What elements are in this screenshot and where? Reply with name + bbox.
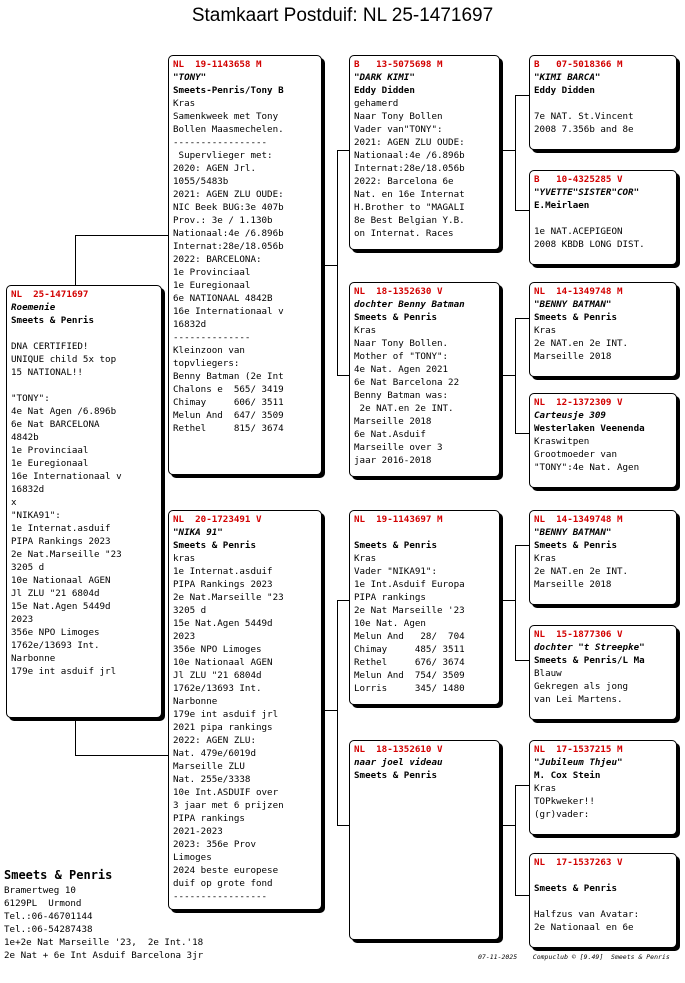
pigeon-name [354, 526, 496, 539]
pigeon-owner: Smeets-Penris/Tony B [173, 85, 284, 96]
note-line: Samenkweek met Tony [173, 111, 279, 122]
connector [515, 545, 529, 546]
note-line: Vader van"TONY": [354, 124, 443, 135]
connector [515, 433, 529, 434]
note-line: 4e Nat Agen /6.896b [11, 406, 117, 417]
pigeon-name: "TONY" [173, 72, 207, 83]
note-line: Marseille 2018 [534, 579, 612, 590]
pigeon-notes [534, 212, 673, 251]
note-line: 179e int asduif jrl [11, 666, 117, 677]
note-line: 2e Nat Marseille '23 [354, 605, 465, 616]
note-line: duif op grote fond [173, 878, 273, 889]
note-line: van Lei Martens. [534, 694, 623, 705]
pedigree-card-fmf[interactable] [529, 282, 677, 377]
note-line: on Internat. Races [354, 228, 454, 239]
note-line: topvliegers: [173, 358, 240, 369]
note-line: 7e NAT. St.Vincent [534, 111, 634, 122]
note-line: Kras [534, 783, 557, 794]
note-line: 15e Nat.Agen 5449d [11, 601, 111, 612]
note-line: 2022: AGEN ZLU: [173, 735, 256, 746]
note-line: Naar Tony Bollen. [354, 338, 449, 349]
note-line: 2e Nat + 6e Int Asduif Barcelona 3jr [4, 950, 204, 961]
note-line: 1e+2e Nat Marseille '23, 2e Int.'18 [4, 937, 204, 948]
pigeon-id: NL 25-1471697 [11, 289, 89, 300]
pedigree-card-ff[interactable] [349, 55, 500, 250]
note-line: Kleinzoon van [173, 345, 245, 356]
note-line: 2024 beste europese [173, 865, 279, 876]
pigeon-owner: Smeets & Penris/L Ma [534, 655, 645, 666]
note-line: 1e Int.Asduif Europa [354, 579, 465, 590]
note-line [11, 379, 158, 392]
pedigree-card-mfm[interactable] [529, 625, 677, 720]
note-line: 1e Euregionaal [11, 458, 89, 469]
pigeon-notes [534, 97, 673, 136]
pigeon-id: B 10-4325285 V [534, 174, 623, 185]
pigeon-owner: Eddy Didden [534, 85, 595, 96]
note-line: 16e Internationaal v [173, 306, 284, 317]
note-line: "TONY":4e Nat. Agen [534, 462, 640, 473]
note-line: 356e NPO Limoges [11, 627, 100, 638]
note-line: Rethel 676/ 3674 [354, 657, 465, 668]
pigeon-id: NL 14-1349748 M [534, 286, 623, 297]
pedigree-card-mff[interactable] [529, 510, 677, 605]
connector [515, 318, 516, 433]
connector [515, 210, 529, 211]
note-line: kras [173, 553, 196, 564]
pigeon-name: "BENNY BATMAN" [534, 527, 612, 538]
connector [515, 895, 529, 896]
pigeon-name: "BENNY BATMAN" [534, 299, 612, 310]
note-line: 1e Euregionaal [173, 280, 251, 291]
note-line: PIPA Rankings 2023 [11, 536, 111, 547]
connector [515, 95, 529, 96]
pigeon-notes [534, 324, 673, 363]
note-line: 2e Nationaal en 6e [534, 922, 634, 933]
note-line: 16832d [173, 319, 207, 330]
note-line: 2008 7.356b and 8e [534, 124, 634, 135]
pigeon-id: NL 17-1537263 V [534, 857, 623, 868]
note-line: Bollen Maasmechelen. [173, 124, 284, 135]
note-line: Kras [534, 553, 557, 564]
note-line: 1e NAT.ACEPIGEON [534, 226, 623, 237]
pigeon-notes [11, 327, 158, 678]
note-line: Narbonne [173, 696, 218, 707]
note-line: 6e Nat BARCELONA [11, 419, 100, 430]
note-line: Kras [354, 553, 377, 564]
note-line: Nationaal:4e /6.896b [354, 150, 465, 161]
connector [75, 235, 76, 285]
note-line: TOPkweker!! [534, 796, 595, 807]
pigeon-name [534, 869, 673, 882]
note-line: 2e Nat.Marseille "23 [11, 549, 122, 560]
pigeon-notes [173, 97, 318, 435]
note-line: Gekregen als jong [534, 681, 629, 692]
connector [515, 545, 516, 660]
note-line: Mother of "TONY": [354, 351, 449, 362]
pigeon-name: "DARK KIMI" [354, 72, 415, 83]
pigeon-owner: Smeets & Penris [534, 540, 617, 551]
note-line: Internat:28e/18.056b [173, 241, 284, 252]
note-line [534, 97, 673, 110]
pigeon-name: "NIKA 91" [173, 527, 223, 538]
note-line: ----------------- [173, 891, 268, 902]
connector [515, 785, 529, 786]
note-line: Kras [534, 325, 557, 336]
note-line: Marseille ZLU [173, 761, 245, 772]
note-line: Kras [173, 98, 196, 109]
note-line: 15e Nat.Agen 5449d [173, 618, 273, 629]
pedigree-card-subject[interactable] [6, 285, 162, 718]
note-line: Lorris 345/ 1480 [354, 683, 465, 694]
pigeon-name: dochter Benny Batman [354, 299, 465, 310]
connector [337, 150, 338, 375]
note-line: 4842b [11, 432, 39, 443]
pigeon-name: "Jubileum Thjeu" [534, 757, 623, 768]
note-line: 1055/5483b [173, 176, 229, 187]
page-title: Stamkaart Postduif: NL 25-1471697 [191, 5, 494, 26]
pigeon-owner: Smeets & Penris [354, 540, 437, 551]
pigeon-name: "YVETTE"SISTER"COR" [534, 187, 640, 198]
note-line: "NIKA91": [11, 510, 61, 521]
connector [515, 95, 516, 210]
pedigree-card-mmf[interactable] [529, 740, 677, 835]
connector [337, 375, 349, 376]
note-line: 2021: AGEN ZLU OUDE: [173, 189, 284, 200]
note-line: Nat. 255e/3338 [173, 774, 251, 785]
connector [515, 318, 529, 319]
note-line: Melun And 647/ 3509 [173, 410, 284, 421]
note-line: 1762e/13693 Int. [173, 683, 262, 694]
pigeon-notes [534, 895, 673, 934]
pigeon-name: Roemenie [11, 302, 56, 313]
connector [500, 375, 515, 376]
note-line: Nat. 479e/6019d [173, 748, 256, 759]
pigeon-id: NL 19-1143697 M [354, 514, 443, 525]
note-line: x [11, 497, 17, 508]
note-line: Nationaal:4e /6.896b [173, 228, 284, 239]
note-line: Chimay 606/ 3511 [173, 397, 284, 408]
note-line: -------------- [173, 332, 251, 343]
note-line: 2021-2023 [173, 826, 223, 837]
note-line: Blauw [534, 668, 562, 679]
note-line: Kras [354, 325, 377, 336]
note-line: Narbonne [11, 653, 56, 664]
note-line: 2022: Barcelona 6e [354, 176, 454, 187]
note-line: Rethel 815/ 3674 [173, 423, 284, 434]
breeder-details [4, 884, 203, 962]
connector [322, 710, 337, 711]
pigeon-owner: Smeets & Penris [534, 883, 617, 894]
connector [500, 825, 515, 826]
note-line: Nat. en 16e Internat [354, 189, 465, 200]
connector [75, 235, 168, 236]
connector [500, 150, 515, 151]
pigeon-owner: Westerlaken Veenenda [534, 423, 645, 434]
pigeon-id: NL 14-1349748 M [534, 514, 623, 525]
note-line [534, 895, 673, 908]
pigeon-owner: Smeets & Penris [173, 540, 256, 551]
note-line: "TONY": [11, 393, 50, 404]
note-line: Benny Batman (2e Int [173, 371, 284, 382]
note-line: Melun And 754/ 3509 [354, 670, 465, 681]
pedigree-card-ffm[interactable] [529, 170, 677, 265]
note-line: Chimay 485/ 3511 [354, 644, 465, 655]
pedigree-card-fm[interactable] [349, 282, 500, 477]
pigeon-notes [534, 552, 673, 591]
pigeon-notes [534, 782, 673, 821]
connector [337, 600, 338, 825]
note-line: 6e Nat.Asduif [354, 429, 426, 440]
note-line: NIC Beek BUG:3e 407b [173, 202, 284, 213]
note-line: Jl ZLU "21 6804d [11, 588, 100, 599]
note-line: H.Brother to "MAGALI [354, 202, 465, 213]
pigeon-name: Carteusje 309 [534, 410, 606, 421]
note-line [11, 327, 158, 340]
pigeon-id: NL 12-1372309 V [534, 397, 623, 408]
breeder-name: Smeets & Penris [4, 868, 113, 882]
note-line: Tel.:06-46701144 [4, 911, 93, 922]
note-line: Tel.:06-54287438 [4, 924, 93, 935]
note-line: 3205 d [11, 562, 45, 573]
connector [337, 825, 349, 826]
note-line: 2e NAT.en 2e INT. [534, 338, 629, 349]
note-line: 179e int asduif jrl [173, 709, 279, 720]
pigeon-id: B 07-5018366 M [534, 59, 623, 70]
note-line: 10e Nationaal AGEN [173, 657, 273, 668]
pedigree-card-father[interactable] [168, 55, 322, 475]
note-line: Grootmoeder van [534, 449, 617, 460]
pedigree-card-mf[interactable] [349, 510, 500, 705]
note-line: Marseille 2018 [534, 351, 612, 362]
note-line: Prov.: 3e / 1.130b [173, 215, 273, 226]
pigeon-id: NL 18-1352630 V [354, 286, 443, 297]
note-line: 2021: AGEN ZLU OUDE: [354, 137, 465, 148]
pigeon-id: NL 15-1877306 V [534, 629, 623, 640]
note-line: PIPA rankings [354, 592, 426, 603]
note-line: gehamerd [354, 98, 399, 109]
note-line: 1e Internat.asduif [11, 523, 111, 534]
connector [337, 600, 349, 601]
note-line: Supervlieger met: [173, 150, 273, 161]
pigeon-name: naar joel videau [354, 757, 443, 768]
note-line: Vader "NIKA91": [354, 566, 437, 577]
note-line: 6e Nat Barcelona 22 [354, 377, 460, 388]
note-line: jaar 2016-2018 [354, 455, 432, 466]
connector [337, 150, 349, 151]
connector [515, 660, 529, 661]
pedigree-card-mm[interactable] [349, 740, 500, 940]
note-line: 6129PL Urmond [4, 898, 82, 909]
print-stamp: 07-11-2025 Compuclub © [9.49] Smeets & Penris [478, 953, 670, 961]
pigeon-name: dochter "t Streepke" [534, 642, 645, 653]
pigeon-notes [534, 667, 673, 706]
pigeon-id: NL 17-1537215 M [534, 744, 623, 755]
note-line: PIPA Rankings 2023 [173, 579, 273, 590]
note-line: Internat:28e/18.056b [354, 163, 465, 174]
connector [75, 755, 168, 756]
pigeon-owner: E.Meirlaen [534, 200, 590, 211]
note-line: Halfzus van Avatar: [534, 909, 640, 920]
note-line: 10e Int.ASDUIF over [173, 787, 279, 798]
note-line: 356e NPO Limoges [173, 644, 262, 655]
note-line: ----------------- [173, 137, 268, 148]
pigeon-owner: Smeets & Penris [354, 312, 437, 323]
note-line: 1e Provinciaal [11, 445, 89, 456]
pigeon-notes [173, 552, 318, 903]
note-line: 2022: BARCELONA: [173, 254, 262, 265]
pigeon-owner: Smeets & Penris [11, 315, 94, 326]
pigeon-notes [354, 324, 496, 467]
note-line: 3 jaar met 6 prijzen [173, 800, 284, 811]
pigeon-owner: M. Cox Stein [534, 770, 601, 781]
pedigree-card-fff[interactable] [529, 55, 677, 150]
note-line: 2023 [173, 631, 196, 642]
note-line: 6e NATIONAAL 4842B [173, 293, 273, 304]
note-line: Benny Batman was: [354, 390, 449, 401]
pigeon-owner: Eddy Didden [354, 85, 415, 96]
note-line: 16832d [11, 484, 45, 495]
pigeon-id: NL 20-1723491 V [173, 514, 262, 525]
note-line: 10e Nat. Agen [354, 618, 426, 629]
note-line: DNA CERTIFIED! [11, 341, 89, 352]
note-line: Kraswitpen [534, 436, 590, 447]
note-line: 2023: 356e Prov [173, 839, 256, 850]
note-line: 1e Provinciaal [173, 267, 251, 278]
connector [322, 265, 337, 266]
pedigree-card-mmm[interactable] [529, 853, 677, 948]
note-line: 10e Nationaal AGEN [11, 575, 111, 586]
pigeon-notes [354, 552, 496, 695]
note-line: Naar Tony Bollen [354, 111, 443, 122]
connector [515, 785, 516, 895]
connector [75, 718, 76, 755]
note-line: 2023 [11, 614, 34, 625]
note-line: (gr)vader: [534, 809, 590, 820]
note-line: PIPA rankings [173, 813, 245, 824]
note-line: 16e Internationaal v [11, 471, 122, 482]
note-line: 3205 d [173, 605, 207, 616]
pedigree-card-mother[interactable] [168, 510, 322, 910]
breeder-info [4, 866, 203, 962]
note-line: Jl ZLU "21 6804d [173, 670, 262, 681]
note-line: Melun And 28/ 704 [354, 631, 465, 642]
note-line: 2021 pipa rankings [173, 722, 273, 733]
pigeon-id: B 13-5075698 M [354, 59, 443, 70]
note-line: 4e Nat. Agen 2021 [354, 364, 449, 375]
note-line: 1762e/13693 Int. [11, 640, 100, 651]
pigeon-id: NL 18-1352610 V [354, 744, 443, 755]
pigeon-owner: Smeets & Penris [354, 770, 437, 781]
note-line: Marseille 2018 [354, 416, 432, 427]
pigeon-name: "KIMI BARCA" [534, 72, 601, 83]
pigeon-id: NL 19-1143658 M [173, 59, 262, 70]
note-line: 2020: AGEN Jrl. [173, 163, 256, 174]
note-line: 2008 KBDB LONG DIST. [534, 239, 645, 250]
pigeon-owner: Smeets & Penris [534, 312, 617, 323]
note-line: 8e Best Belgian Y.B. [354, 215, 465, 226]
note-line: Chalons e 565/ 3419 [173, 384, 284, 395]
note-line: 2e Nat.Marseille "23 [173, 592, 284, 603]
note-line: Marseille over 3 [354, 442, 443, 453]
pedigree-card-fmm[interactable] [529, 393, 677, 488]
note-line: 2e NAT.en 2e INT. [534, 566, 629, 577]
note-line: 15 NATIONAL!! [11, 367, 83, 378]
note-line: Limoges [173, 852, 212, 863]
note-line: 2e NAT.en 2e INT. [354, 403, 454, 414]
note-line: UNIQUE child 5x top [11, 354, 117, 365]
pigeon-notes [354, 97, 496, 240]
connector [500, 600, 515, 601]
note-line [534, 212, 673, 225]
pigeon-notes [534, 435, 673, 474]
note-line: 1e Internat.asduif [173, 566, 273, 577]
note-line: Bramertweg 10 [4, 885, 76, 896]
